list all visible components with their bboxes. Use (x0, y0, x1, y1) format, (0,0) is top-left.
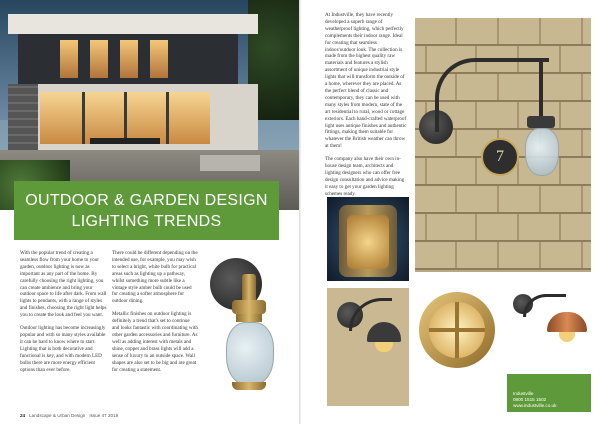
wall-lamp-on-stone-photo (327, 288, 409, 406)
copper-pendant-lamp-photo (507, 288, 591, 368)
left-page (0, 0, 299, 424)
publication-name: Landscape & Urban Design (29, 413, 86, 418)
brick-wall-lamp-photo (415, 18, 591, 272)
porthole-lamp-photo (413, 288, 501, 388)
paragraph: There could be different depending on the intended use, for example, you may wish to select a bright, white bulb for practical areas such as lighting up a pathway, whilst something more subtle like a vintage style amber bulb could be used for creating a softer atmosphere for outdoor dining. (112, 250, 198, 305)
body-column-3 (325, 12, 407, 204)
body-column-1 (20, 250, 108, 379)
contact-website[interactable]: www.industville.co.uk (513, 403, 557, 408)
house-number: 7 (496, 148, 504, 165)
paragraph: The company also have their own in-house design team, architects and lighting designers who can offer free design consultation and advice making it easy to get your garden lighting schemes ready. (325, 156, 405, 197)
paragraph: With the popular trend of creating a seamless flow from your home to your garden, outdoor lighting is now as important as any part of the home. By carefully choosing the right lighting, you can create ambience and bring your outdoor space to life after dark. From wall lights to pendants, with a range of styles and finishes, choosing the right light helps you to create the look and feel you want. (20, 250, 107, 319)
contact-info (513, 391, 556, 409)
page-number: 24 (20, 413, 26, 418)
title-line-1: OUTDOOR & GARDEN DESIGN (25, 191, 268, 209)
article-title (14, 181, 279, 240)
right-page (301, 0, 600, 424)
issue-label: Issue 47 2019 (89, 413, 119, 418)
paragraph: Metallic finishes on outdoor lighting is definitely a trend that's set to continue and looks fantastic with coordinating with other garden accessories and furniture. As well as adding interest with metals and shine, copper and brass lights will add a sense of luxury to an outside space. Wall shapes are also set to be big and are great for creating a statement. (112, 311, 198, 373)
house-photo (0, 0, 299, 210)
bulkhead-lamp-photo (327, 197, 409, 281)
page-footer (20, 413, 118, 418)
brass-wall-lamp-photo (202, 252, 296, 412)
title-line-2: LIGHTING TRENDS (71, 212, 222, 230)
paragraph: At Industville, they have recently developed a superb range of weatherproof lighting, which perfectly complements their indoor range. Ideal for creating that seamless indoor/outdoor look. The collection is made from the highest quality raw materials and features a stylish assortment of unique industrial style lights that will transform the outside of a home, wherever they are placed. As the perfect blend of classic and contemporary, they can be used with many styles from modern, state of the art residential to rural, wood or cottage exteriors. Each hand-crafted waterproof light uses antique finishes and authentic fittings, making them suitable for whatever the British weather can throw at them! (325, 12, 407, 150)
contact-company: Industville (513, 391, 534, 396)
body-column-2 (112, 250, 198, 379)
contact-phone: 0800 1515 1502 (513, 397, 547, 402)
paragraph: Outdoor lighting has become increasingly popular and with so many styles available it can be hard to know where to start. Lighting that is both decorative and functional is key, and with modern LED bulbs there are more energy efficient options than ever before. (20, 325, 106, 373)
